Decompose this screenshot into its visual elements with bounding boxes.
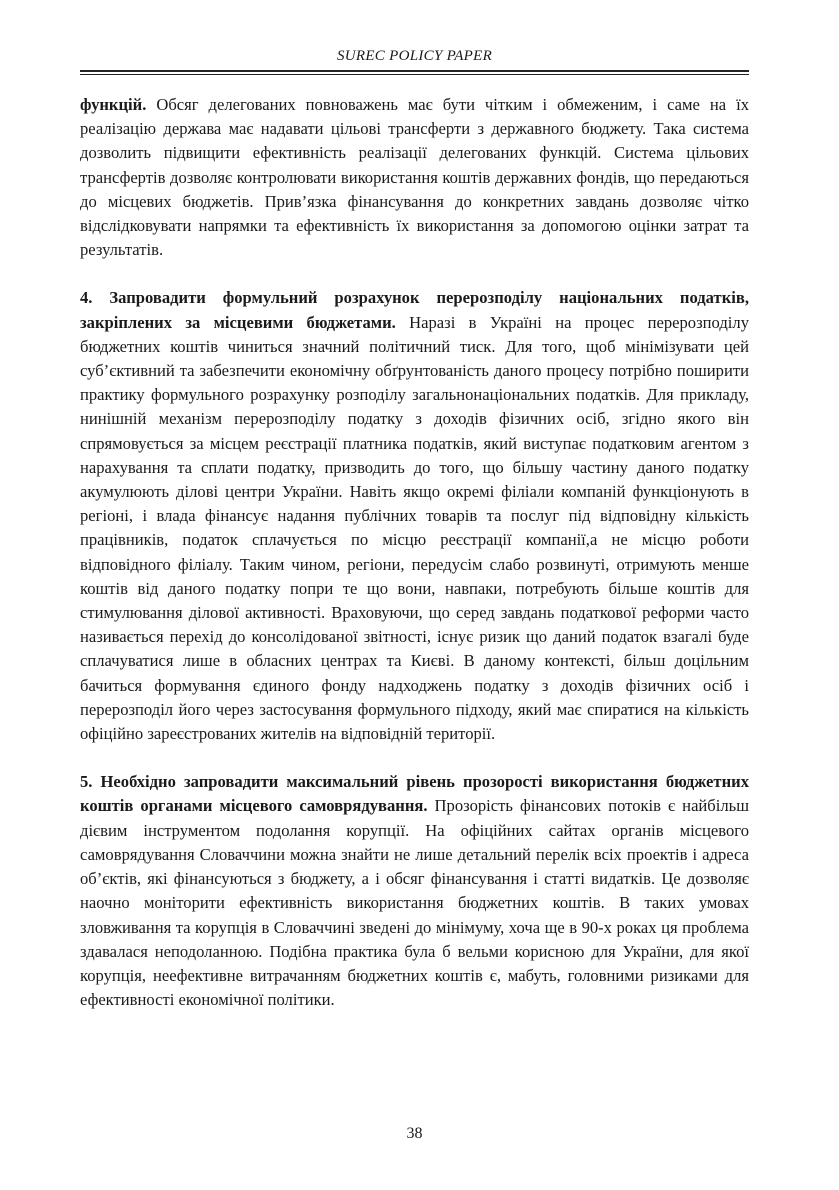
header-rule-thick [80,70,749,72]
running-header: SUREC POLICY PAPER [336,48,493,64]
paragraph-text: Обсяг делегованих повноважень має бути чітким і обмеженим, і саме на їх реалізацію держава має надавати цільові трансферти з державного бюджету. Така система дозволить підвищити ефективність реалізації делегованих функцій. Система цільових трансфертів дозволяє контролювати використання коштів державних фондів, що передаються до місцевих бюджетів. Прив’язка фінансування до конкретних завдань дозволяє чітко відслідковувати напрямки та ефективність їх використання за допомогою оцінки затрат та результатів. [80,95,749,260]
paragraph-heading: 4. Запровадити формульний розрахунок перерозподілу національних податків, закріплених за місцевими бюджетами. [80,288,749,332]
page-number: 38 [406,1125,423,1142]
paragraph-heading: 5. Необхідно запровадити максимальний рівень прозорості використання бюджетних коштів органами місцевого самоврядування. [80,772,749,816]
paragraph-recommendation-5 [80,770,749,1012]
paragraph-text: Прозорість фінансових потоків є найбільш дієвим інструментом подолання корупції. На офіційних сайтах органів місцевого самоврядування Словаччини можна знайти не лише детальний перелік всіх проектів і адреса об’єктів, які фінансуються з бюджету, а і обсяг фінансування і статті видатків. Це дозволяє наочно моніторити ефективність використання бюджетних коштів. В таких умовах зловживання та корупція в Словаччині зведені до мінімуму, хоча ще в 90-х роках ця проблема здавалася неподоланною. Подібна практика була б вельми корисною для України, для якої корупція, неефективне витрачанням бюджетних коштів є, мабуть, головними ризиками для ефективності економічної політики. [80,796,749,1010]
paragraph-continuation [80,93,749,262]
paragraph-lead: функцій. [80,95,147,114]
page-body [80,93,749,1036]
paragraph-text: Наразі в Україні на процес перерозподілу бюджетних коштів чиниться значний політичний тиск. Для того, щоб мінімізувати цей суб’єктивний та забезпечити економічну обґрунтованість даного процесу потрібно поширити практику формульного розрахунку розподілу загальнонаціональних податків. Для прикладу, нинішній механізм перерозподілу податку з доходів фізичних осіб, згідно якого він спрямовується за місцем реєстрації платника податків, який виступає податковим агентом з нарахування та сплати податку, призводить до того, що більшу частину даного податку акумулюють ділові центри України. Навіть якщо окремі філіали компаній функціонують в регіоні, і влада фінансує надання публічних товарів та послуг під відповідну кількість працівників, податок сплачується по місцю реєстрації компанії,а не місцю роботи відповідного філіалу. Таким чином, регіони, передусім слабо розвинуті, отримують менше коштів від даного податку попри те що вони, навпаки, потребують більше коштів для стимулювання ділової активності. Враховуючи, що серед завдань податкової реформи часто називається перехід до консолідованої звітності, існує ризик що даний податок взагалі буде сплачуватися лише в обласних центрах та Києві. В даному контексті, більш доцільним бачиться формування єдиного фонду надходжень податку з доходів фізичних осіб і перерозподіл його через застосування формульного підходу, який має спиратися на кількість офіційно зареєстрованих жителів на відповідній території. [80,312,749,744]
header-rule-thin [80,74,749,75]
paragraph-recommendation-4 [80,286,749,746]
